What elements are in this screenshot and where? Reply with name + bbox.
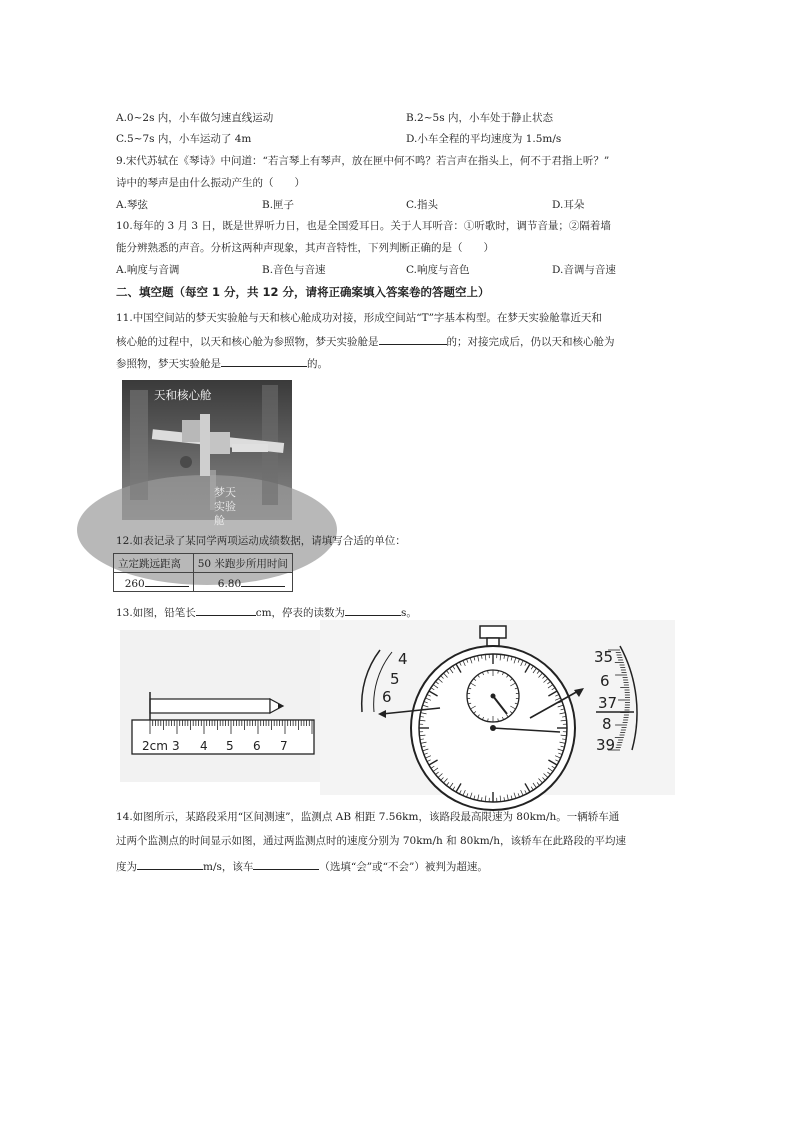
cell-50m-run xyxy=(193,573,292,592)
dial-right-label-37: 37 xyxy=(598,694,618,712)
q10-option-b: B.音色与音速 xyxy=(262,264,326,276)
scores-header-row xyxy=(114,554,293,573)
q9-option-b: B.匣子 xyxy=(262,199,295,211)
ruler-label-6: 6 xyxy=(253,739,261,753)
q10-option-a: A.响度与音调 xyxy=(116,264,180,276)
space-station-photo xyxy=(122,380,292,527)
q13-text-c: s。 xyxy=(401,607,417,619)
q10-option-c: C.响度与音色 xyxy=(406,264,470,276)
dial-left-label-5: 5 xyxy=(390,670,400,688)
q8-option-a: A.0~2s 内，小车做匀速直线运动 xyxy=(116,112,274,124)
q11-line-3-start: 参照物，梦天实验舱是 xyxy=(116,358,221,370)
dial-left-label-6: 6 xyxy=(382,688,392,706)
q14-line-1: 14.如图所示，某路段采用“区间测速”，监测点 AB 相距 7.56km，该路段最高限速为 80km/h。一辆轿车通 xyxy=(116,811,620,823)
q14-line-3-mid: m/s，该车 xyxy=(203,861,254,873)
dial-left-label-4: 4 xyxy=(398,650,408,668)
value-long-jump: 260 xyxy=(124,577,145,590)
q10-line-2: 能分辨熟悉的声音。分析这两种声现象，其声音特性，下列判断正确的是（ ） xyxy=(116,242,494,254)
q13-text-a: 13.如图，铅笔长 xyxy=(116,607,196,619)
ruler-label-7: 7 xyxy=(280,739,288,753)
q11-line-1: 11.中国空间站的梦天实验舱与天和核心舱成功对接，形成空间站“T”字基本构型。在梦天实验舱靠近天和 xyxy=(116,312,602,324)
photo-label-mengtian: 梦天实验舱 xyxy=(214,486,236,527)
ruler-label-5: 5 xyxy=(226,739,234,753)
q10-option-d: D.音调与音速 xyxy=(552,264,616,276)
q8-option-b: B.2~5s 内，小车处于静止状态 xyxy=(406,112,553,124)
q14-line-3-end: （选填“会”或“不会”）被判为超速。 xyxy=(319,861,488,873)
q13-text-b: cm，停表的读数为 xyxy=(255,607,346,619)
q13-text xyxy=(116,604,417,620)
stopwatch-drawing xyxy=(320,620,675,795)
q9-option-a: A.琴弦 xyxy=(116,199,148,211)
stopwatch-figure xyxy=(320,620,675,795)
q11-line-3-end: 的。 xyxy=(307,358,328,370)
q11-line-2-start: 核心舱的过程中，以天和核心舱为参照物，梦天实验舱是 xyxy=(116,336,379,348)
scores-table xyxy=(113,553,293,592)
ruler-label-2cm: 2cm xyxy=(142,739,168,753)
q11-line-2-end: 的；对接完成后，仍以天和核心舱为 xyxy=(446,336,615,348)
q8-option-c: C.5~7s 内，小车运动了 4m xyxy=(116,133,252,145)
q14-line-2: 过两个监测点的时间显示如图，通过两监测点时的速度分别为 70km/h 和 80km/h，该轿车在此路段的平均速 xyxy=(116,835,626,847)
q12-intro: 12.如表记录了某同学两项运动成绩数据，请填写合适的单位： xyxy=(116,535,406,547)
dial-right-label-35: 35 xyxy=(594,648,614,666)
q14-line-3 xyxy=(116,858,488,874)
unit-blank-50m-run[interactable] xyxy=(241,575,285,587)
unit-blank-long-jump[interactable] xyxy=(145,575,189,587)
header-long-jump: 立定跳远距离 xyxy=(114,554,194,573)
q9-line-2: 诗中的琴声是由什么振动产生的（ ） xyxy=(116,177,305,189)
value-50m-run: 6.80 xyxy=(217,577,242,590)
header-50m-run: 50 米跑步所用时间 xyxy=(193,554,292,573)
dial-right-label-39: 39 xyxy=(596,736,616,754)
ruler-label-3: 3 xyxy=(172,739,180,753)
pencil-ruler-figure xyxy=(120,630,320,782)
q11-line-3 xyxy=(116,355,328,371)
q13-blank-pencil[interactable] xyxy=(196,604,256,616)
scores-value-row xyxy=(114,573,293,592)
cell-long-jump xyxy=(114,573,194,592)
q11-blank-1[interactable] xyxy=(379,333,447,345)
q9-option-c: C.指头 xyxy=(406,199,438,211)
section-2-title: 二、填空题（每空 1 分，共 12 分，请将正确案填入答案卷的答题空上） xyxy=(116,285,490,299)
ruler-label-4: 4 xyxy=(200,739,208,753)
pencil-ruler-drawing xyxy=(120,630,320,782)
q8-option-d: D.小车全程的平均速度为 1.5m/s xyxy=(406,133,562,145)
q14-blank-speed[interactable] xyxy=(137,858,203,870)
dial-right-label-6: 6 xyxy=(600,672,610,690)
q14-blank-judgement[interactable] xyxy=(253,858,319,870)
q10-line-1: 10.每年的 3 月 3 日，既是世界听力日，也是全国爱耳日。关于人耳听音：①听歌时，调节音量；②隔着墙 xyxy=(116,220,611,232)
dial-right-label-8: 8 xyxy=(602,715,612,733)
photo-label-tianhe: 天和核心舱 xyxy=(154,388,212,402)
q9-line-1: 9.宋代苏轼在《琴诗》中问道：“若言琴上有琴声，放在匣中何不鸣？若言声在指头上，何不于君指上听？” xyxy=(116,155,610,167)
q11-blank-2[interactable] xyxy=(221,355,307,367)
q14-line-3-start: 度为 xyxy=(116,861,137,873)
q11-line-2 xyxy=(116,333,615,349)
q13-blank-stopwatch[interactable] xyxy=(345,604,401,616)
q9-option-d: D.耳朵 xyxy=(552,199,585,211)
